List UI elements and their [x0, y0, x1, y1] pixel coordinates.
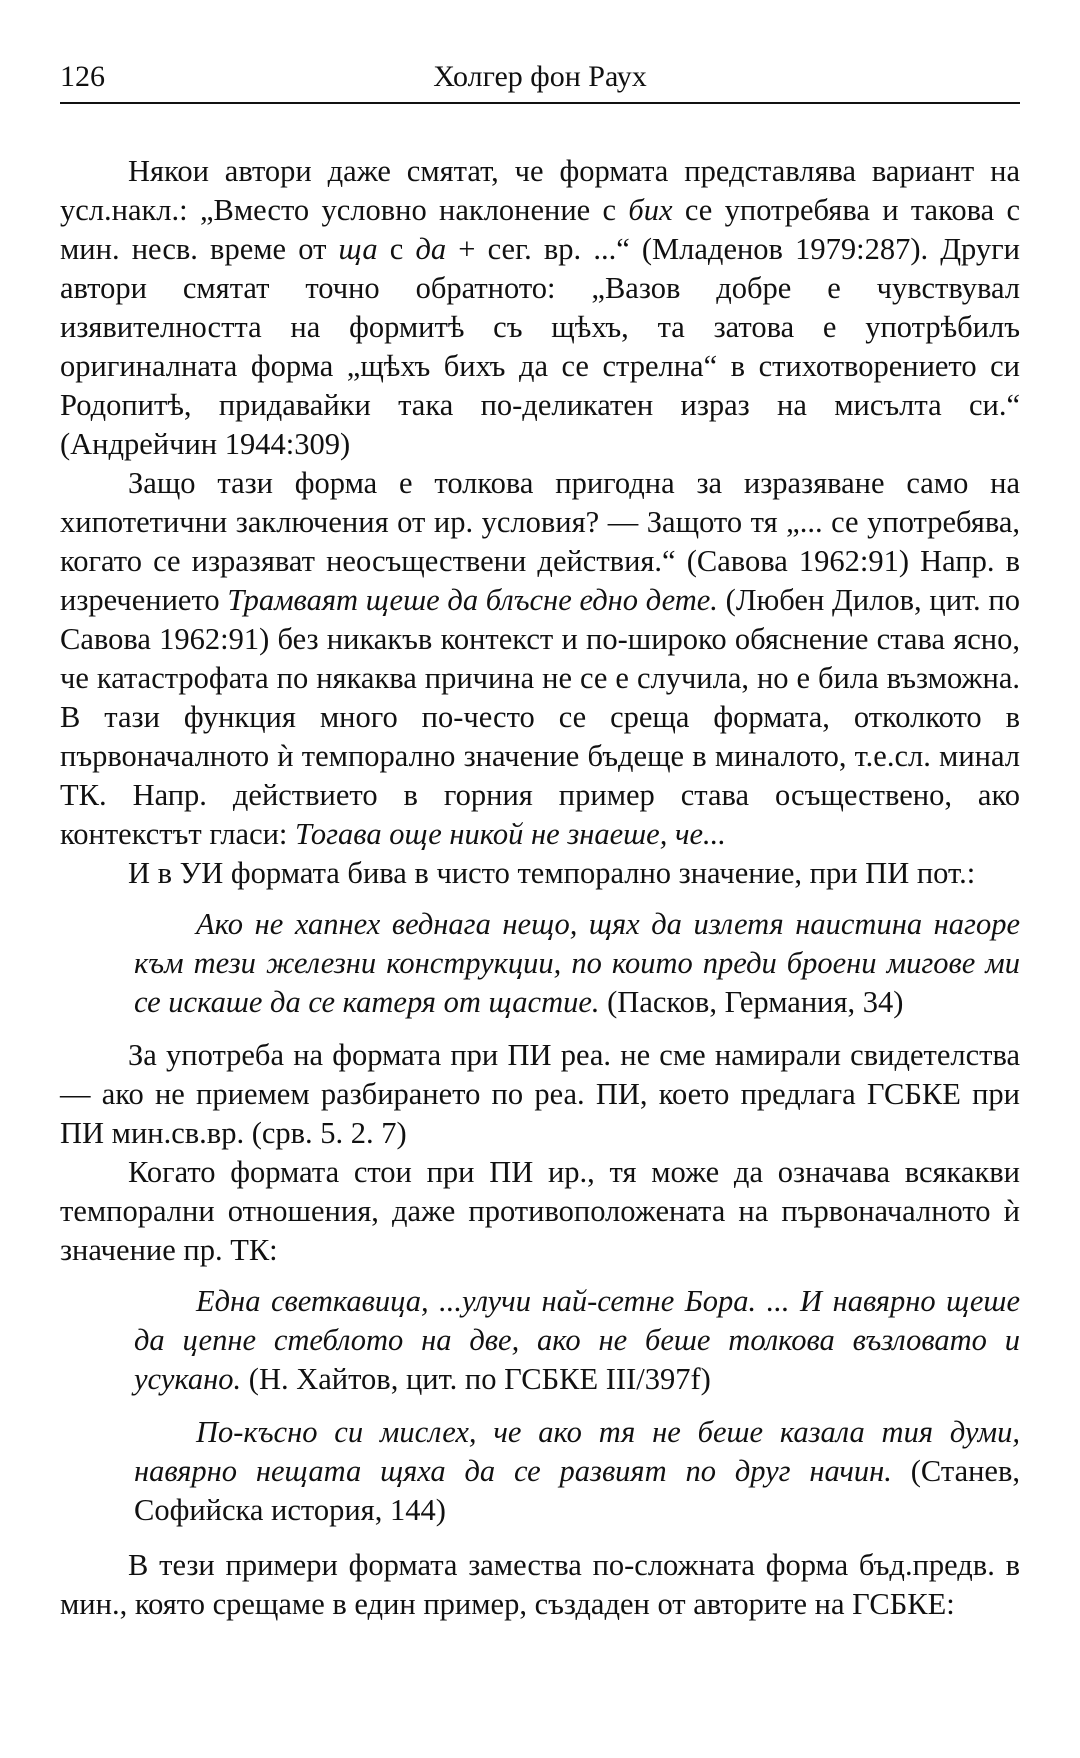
example-quote-3: По-късно си мислех, че ако тя не беше казала тия думи, навярно нещата щяха да се развият по друг начин. (Станев, Софийска история, 144) — [134, 1415, 1020, 1527]
paragraph-2: Защо тази форма е толкова пригодна за изразяване само на хипотетични заключения от ир. условия? — Защото тя „... се употребява, когато се изразяват неосъществени действия.“ (Савова 1962:91) Напр. в изречението Трамваят щеше да блъсне едно дете. (Любен Дилов, цит. по Савова 1962:91) без никакъв контекст и по-широко обяснение става ясно, че катастрофата по някаква причина не се е случила, но е била възможна. В тази функция много по-често се среща формата, отколкото в първоначалното ѝ темпорално значение бъдеще в миналото, т.е.сл. минал ТК. Напр. действието в горния пример става осъществено, ако контекстът гласи: Тогава още никой не знаеше, че... — [60, 466, 1020, 851]
paragraph-1: Някои автори даже смятат, че формата представлява вариант на усл.накл.: „Вместо условно наклонение с бих се употребява и такова с мин. несв. време от ща с да + сег. вр. ...“ (Младенов 1979:287). Други автори смятат точно обратното: „Вазов добре е чувствувал изявителността на формитѣ съ щѣхъ, та затова е употрѣбилъ оригиналната форма „щѣхъ бихъ да се стрелна“ в стихотворението си Родопитѣ, придавайки така по-деликатен израз на мисълта си.“ (Андрейчин 1944:309) — [60, 154, 1020, 461]
page-number: 126 — [60, 60, 105, 93]
page-header — [60, 58, 1020, 104]
paragraph-3: И в УИ формата бива в чисто темпорално значение, при ПИ пот.: — [128, 856, 976, 890]
paragraph-5: Когато формата стои при ПИ ир., тя може да означава всякакви темпорални отношения, даже противоположената на първоначалното ѝ значение пр. ТК: — [60, 1155, 1020, 1267]
example-quote-2: Една светкавица, ...улучи най-сетне Бора. ... И навярно щеше да цепне стеблото на две, ако не беше толкова възловато и усукано. (Н. Хайтов, цит. по ГСБКЕ III/397f) — [134, 1284, 1020, 1396]
example-quote-1: Ако не хапнех веднага нещо, щях да излетя наистина нагоре към тези железни конструкции, по които преди броени мигове ми се искаше да се катеря от щастие. (Пасков, Германия, 34) — [134, 907, 1020, 1019]
page-body — [60, 152, 1020, 1624]
paragraph-6: В тези примери формата замества по-сложната форма бъд.предв. в мин., която срещаме в един пример, създаден от авторите на ГСБКЕ: — [60, 1548, 1020, 1621]
running-title: Холгер фон Раух — [433, 60, 647, 93]
paragraph-4: За употреба на формата при ПИ реа. не сме намирали свидетелства — ако не приемем разбирането по реа. ПИ, което предлага ГСБКЕ при ПИ мин.св.вр. (срв. 5. 2. 7) — [60, 1038, 1020, 1150]
